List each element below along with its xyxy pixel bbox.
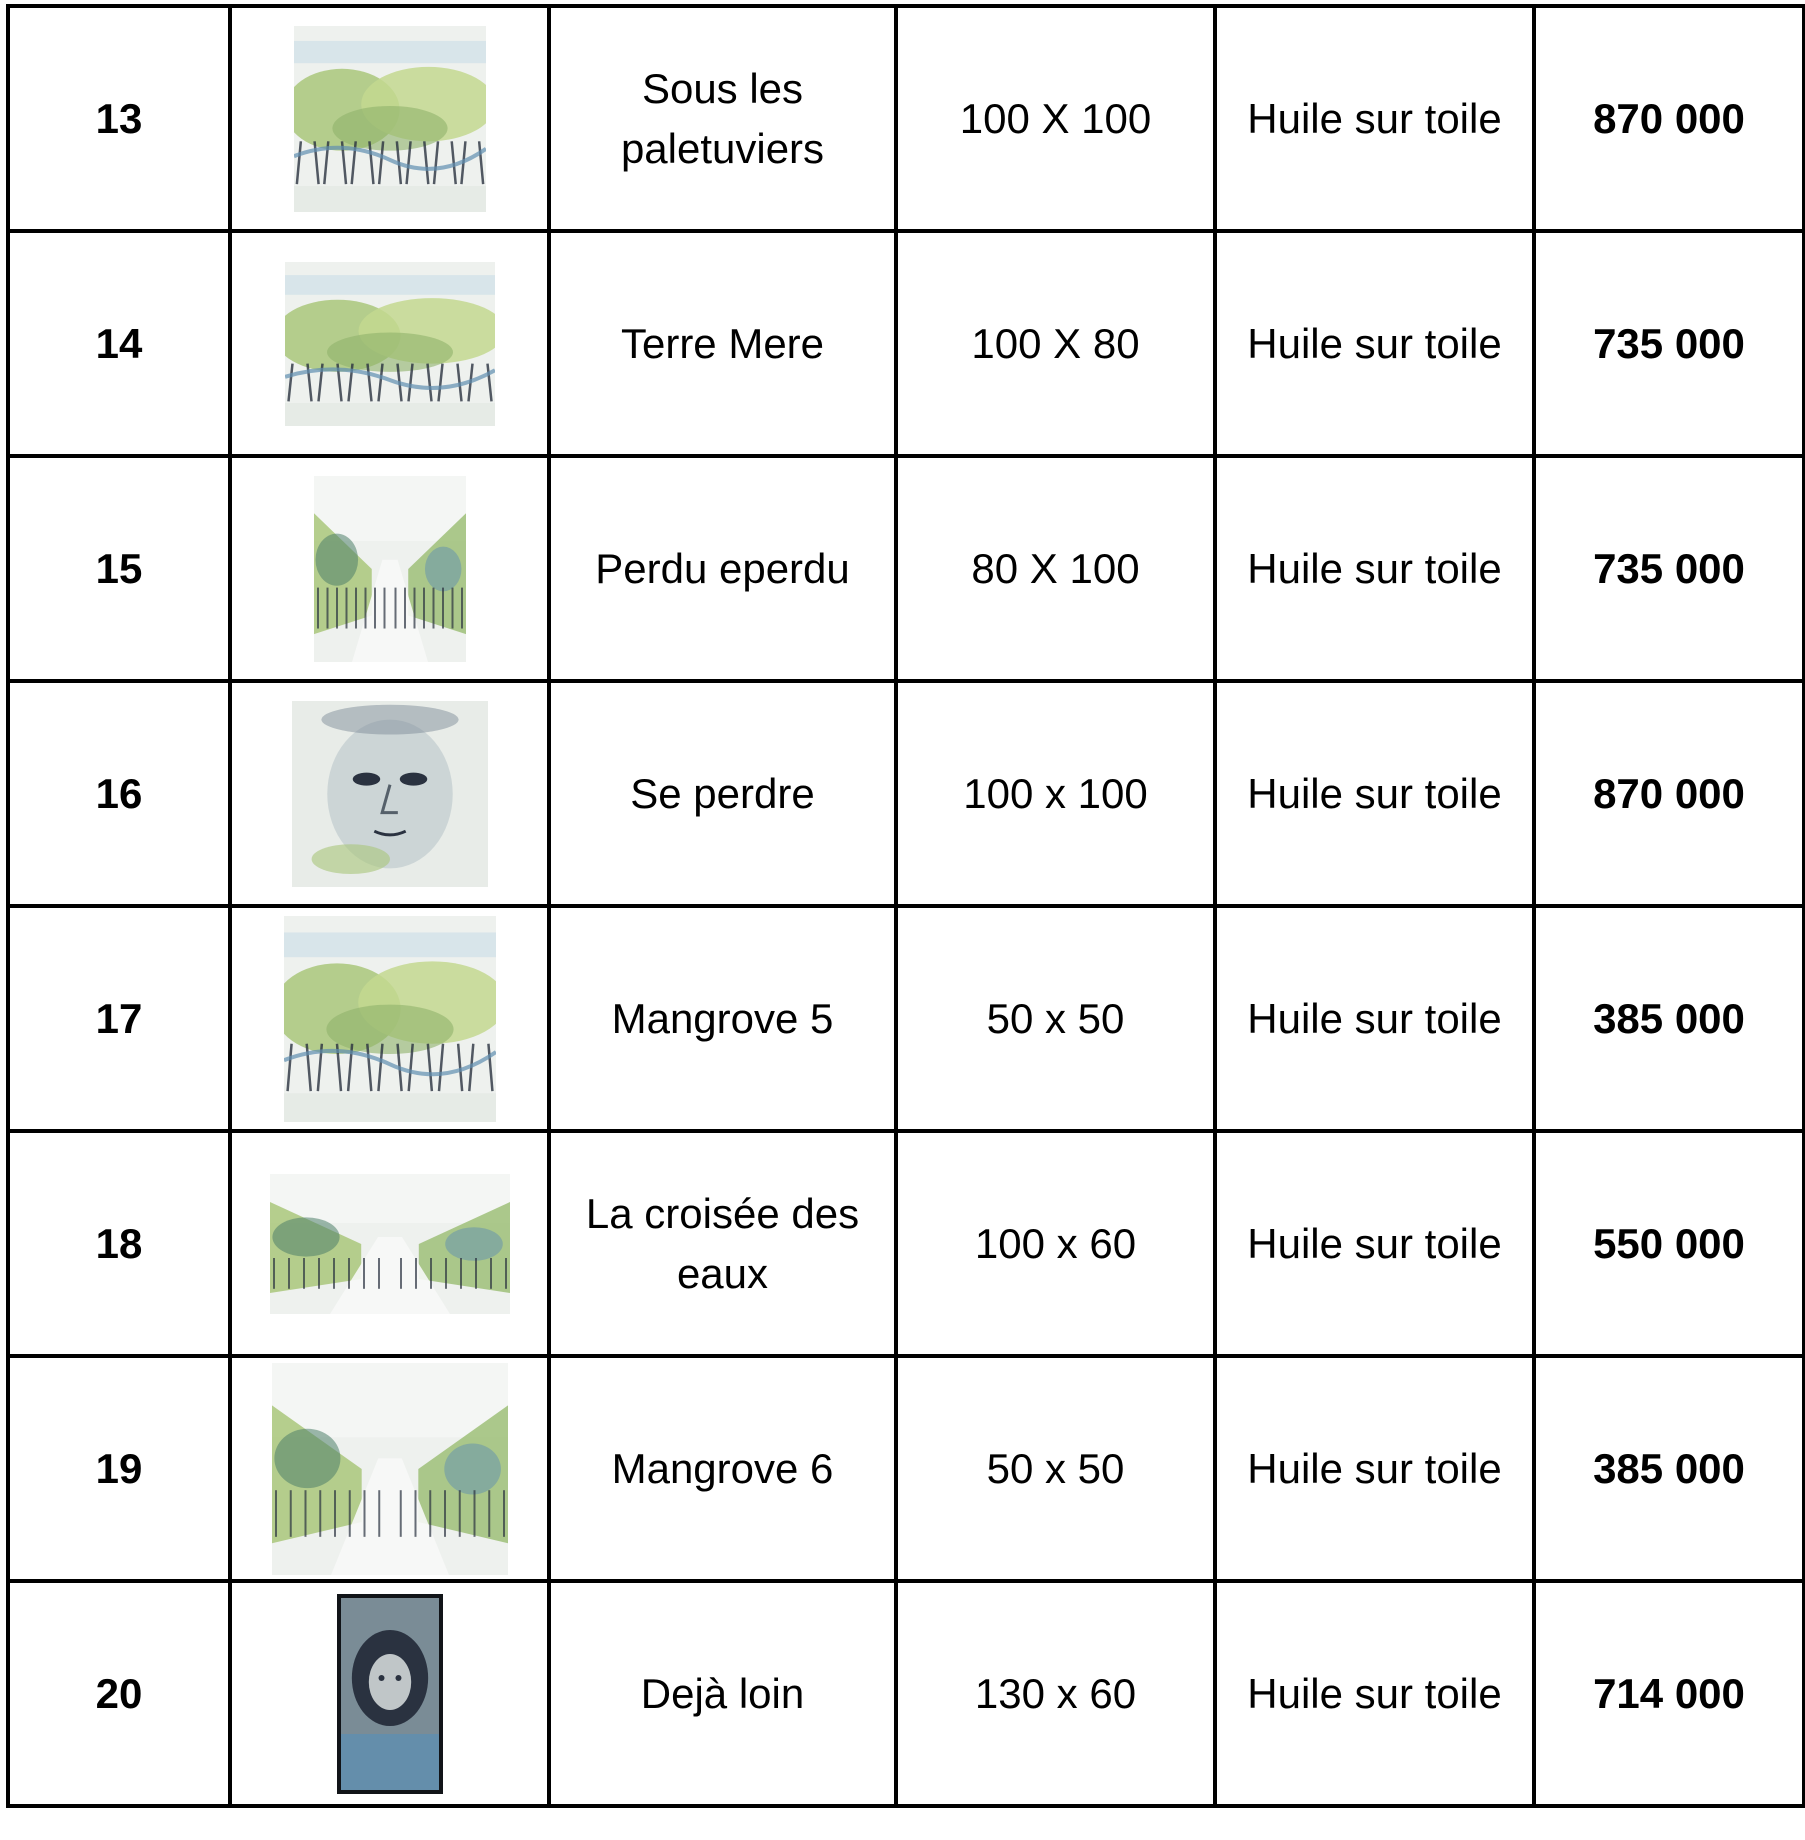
artwork-title: Terre Mere xyxy=(549,231,896,456)
artwork-dimensions: 130 x 60 xyxy=(896,1581,1215,1806)
artwork-image-cell xyxy=(230,6,549,231)
table-row xyxy=(8,6,1804,231)
artwork-title: Mangrove 5 xyxy=(549,906,896,1131)
artwork-technique: Huile sur toile xyxy=(1215,231,1534,456)
artwork-title: Sous les paletuviers xyxy=(549,6,896,231)
table-row xyxy=(8,1356,1804,1581)
artwork-title: Perdu eperdu xyxy=(549,456,896,681)
artwork-dimensions: 100 X 80 xyxy=(896,231,1215,456)
artwork-technique: Huile sur toile xyxy=(1215,1581,1534,1806)
artwork-title: Mangrove 6 xyxy=(549,1356,896,1581)
artwork-dimensions: 50 x 50 xyxy=(896,906,1215,1131)
artwork-thumbnail xyxy=(292,701,488,887)
artwork-title: Dejà loin xyxy=(549,1581,896,1806)
artwork-number: 14 xyxy=(8,231,230,456)
artwork-thumbnail xyxy=(284,916,496,1122)
artwork-image-cell xyxy=(230,906,549,1131)
artwork-price: 550 000 xyxy=(1534,1131,1804,1356)
table-row xyxy=(8,681,1804,906)
artwork-price: 870 000 xyxy=(1534,681,1804,906)
artwork-title: Se perdre xyxy=(549,681,896,906)
table-row xyxy=(8,906,1804,1131)
artwork-dimensions: 100 X 100 xyxy=(896,6,1215,231)
artwork-image-cell xyxy=(230,1581,549,1806)
artwork-price-table xyxy=(6,4,1805,1808)
artwork-number: 13 xyxy=(8,6,230,231)
artwork-dimensions: 50 x 50 xyxy=(896,1356,1215,1581)
table-row xyxy=(8,1131,1804,1356)
artwork-price: 385 000 xyxy=(1534,1356,1804,1581)
artwork-technique: Huile sur toile xyxy=(1215,6,1534,231)
artwork-thumbnail xyxy=(337,1594,443,1794)
artwork-thumbnail xyxy=(272,1363,508,1575)
artwork-thumbnail xyxy=(285,262,495,426)
artwork-price: 735 000 xyxy=(1534,456,1804,681)
artwork-dimensions: 80 X 100 xyxy=(896,456,1215,681)
table-row xyxy=(8,1581,1804,1806)
artwork-price: 385 000 xyxy=(1534,906,1804,1131)
artwork-image-cell xyxy=(230,456,549,681)
artwork-technique: Huile sur toile xyxy=(1215,456,1534,681)
artwork-dimensions: 100 x 60 xyxy=(896,1131,1215,1356)
artwork-number: 20 xyxy=(8,1581,230,1806)
artwork-technique: Huile sur toile xyxy=(1215,1131,1534,1356)
artwork-thumbnail xyxy=(314,476,466,662)
artwork-thumbnail xyxy=(294,26,486,212)
artwork-title: La croisée des eaux xyxy=(549,1131,896,1356)
artwork-technique: Huile sur toile xyxy=(1215,906,1534,1131)
artwork-price: 870 000 xyxy=(1534,6,1804,231)
artwork-price: 714 000 xyxy=(1534,1581,1804,1806)
artwork-price: 735 000 xyxy=(1534,231,1804,456)
artwork-technique: Huile sur toile xyxy=(1215,681,1534,906)
artwork-number: 16 xyxy=(8,681,230,906)
artwork-number: 19 xyxy=(8,1356,230,1581)
table-row xyxy=(8,231,1804,456)
artwork-number: 17 xyxy=(8,906,230,1131)
artwork-dimensions: 100 x 100 xyxy=(896,681,1215,906)
table-row xyxy=(8,456,1804,681)
artwork-technique: Huile sur toile xyxy=(1215,1356,1534,1581)
artwork-number: 15 xyxy=(8,456,230,681)
artwork-number: 18 xyxy=(8,1131,230,1356)
artwork-image-cell xyxy=(230,231,549,456)
artwork-image-cell xyxy=(230,1356,549,1581)
artwork-thumbnail xyxy=(270,1174,510,1314)
artwork-image-cell xyxy=(230,681,549,906)
artwork-image-cell xyxy=(230,1131,549,1356)
